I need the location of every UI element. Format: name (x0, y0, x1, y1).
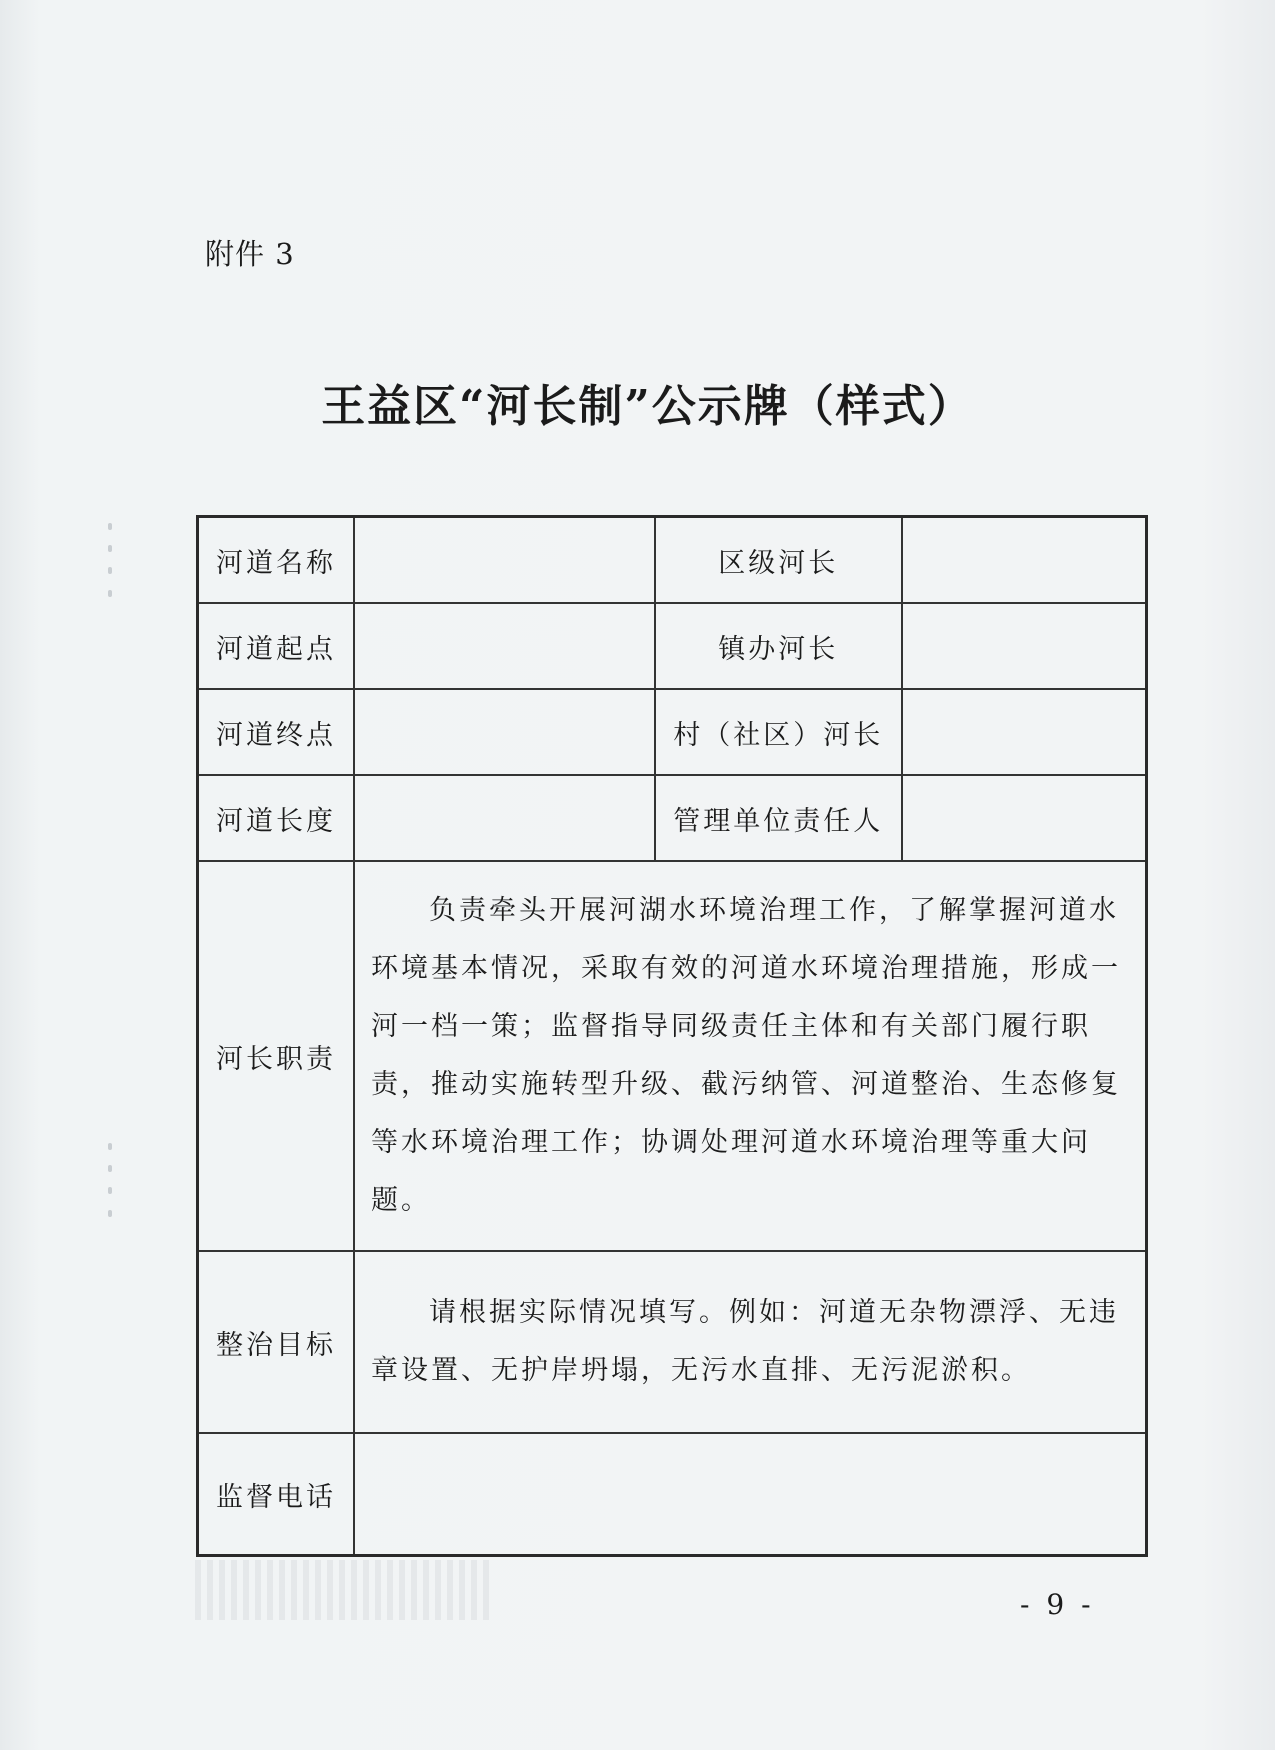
page-title: 王益区“河长制”公示牌（样式） (321, 381, 974, 432)
management-responsible-label: 管理单位责任人 (655, 775, 902, 861)
river-length-label: 河道长度 (198, 775, 354, 861)
punch-hole-mark (108, 567, 112, 574)
table-row (198, 517, 1147, 604)
table-row (198, 603, 1147, 689)
goal-label: 整治目标 (198, 1251, 354, 1433)
punch-hole-mark (108, 1187, 112, 1194)
district-chief-value (902, 517, 1147, 604)
river-end-value (354, 689, 655, 775)
page-number: - 9 - (1020, 1588, 1095, 1621)
duty-text: 负责牵头开展河湖水环境治理工作，了解掌握河道水环境基本情况，采取有效的河道水环境治理措施，形成一河一档一策；监督指导同级责任主体和有关部门履行职责，推动实施转型升级、截污纳管、河道整治、生态修复等水环境治理工作；协调处理河道水环境治理等重大问题。 (354, 861, 1147, 1251)
notice-board-table (196, 515, 1148, 1557)
river-name-value (354, 517, 655, 604)
bleed-through-barcode (195, 1560, 495, 1620)
river-name-label: 河道名称 (198, 517, 354, 604)
punch-hole-mark (108, 1165, 112, 1172)
punch-hole-mark (108, 1210, 112, 1217)
table-row (198, 775, 1147, 861)
river-end-label: 河道终点 (198, 689, 354, 775)
table-row (198, 1433, 1147, 1556)
town-chief-value (902, 603, 1147, 689)
table-row (198, 689, 1147, 775)
river-start-label: 河道起点 (198, 603, 354, 689)
punch-hole-mark (108, 523, 112, 530)
village-chief-value (902, 689, 1147, 775)
town-chief-label: 镇办河长 (655, 603, 902, 689)
duty-label: 河长职责 (198, 861, 354, 1251)
river-start-value (354, 603, 655, 689)
district-chief-label: 区级河长 (655, 517, 902, 604)
punch-hole-mark (108, 545, 112, 552)
goal-text: 请根据实际情况填写。例如：河道无杂物漂浮、无违章设置、无护岸坍塌，无污水直排、无污泥淤积。 (354, 1251, 1147, 1433)
punch-hole-mark (108, 1143, 112, 1150)
village-chief-label: 村（社区）河长 (655, 689, 902, 775)
phone-value (354, 1433, 1147, 1556)
punch-hole-mark (108, 590, 112, 597)
phone-label: 监督电话 (198, 1433, 354, 1556)
river-length-value (354, 775, 655, 861)
table-row (198, 1251, 1147, 1433)
table-row (198, 861, 1147, 1251)
attachment-label: 附件 3 (205, 237, 295, 271)
management-responsible-value (902, 775, 1147, 861)
